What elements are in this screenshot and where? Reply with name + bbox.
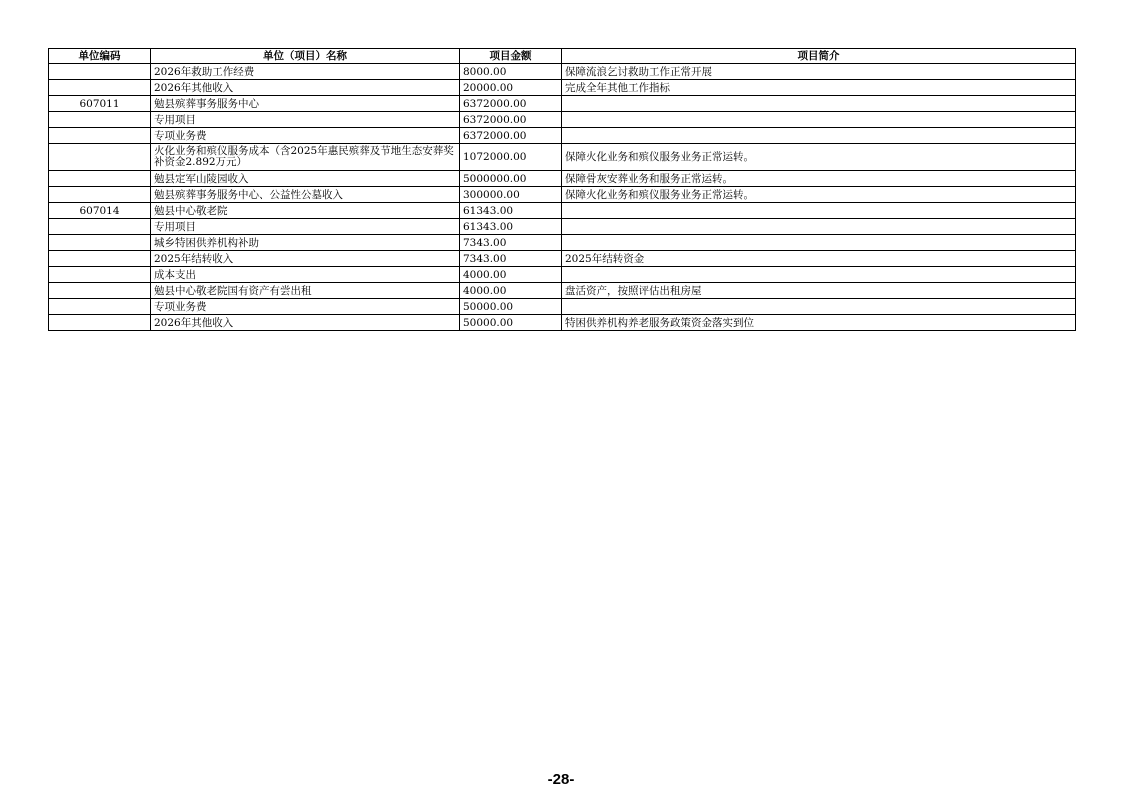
unit-name-cell: 勉县中心敬老院国有资产有尝出租 — [151, 283, 460, 299]
page-number: -28- — [547, 771, 575, 788]
unit-code-cell: 607011 — [49, 96, 151, 112]
amount-cell: 6372000.00 — [460, 96, 562, 112]
amount-cell: 1072000.00 — [460, 144, 562, 171]
amount-cell: 50000.00 — [460, 299, 562, 315]
description-cell: 保障火化业务和殡仪服务业务正常运转。 — [562, 187, 1076, 203]
unit-code-cell: 607014 — [49, 203, 151, 219]
amount-cell: 7343.00 — [460, 251, 562, 267]
unit-code-cell — [49, 80, 151, 96]
unit-code-cell — [49, 171, 151, 187]
unit-name-cell: 勉县中心敬老院 — [151, 203, 460, 219]
description-cell — [562, 235, 1076, 251]
amount-cell: 4000.00 — [460, 283, 562, 299]
unit-name-cell: 专用项目 — [151, 219, 460, 235]
table-header-row — [49, 49, 1076, 64]
header-description: 项目简介 — [562, 49, 1076, 64]
unit-name-cell: 勉县殡葬事务服务中心 — [151, 96, 460, 112]
unit-code-cell — [49, 219, 151, 235]
description-cell: 保障火化业务和殡仪服务业务正常运转。 — [562, 144, 1076, 171]
table-row — [49, 96, 1076, 112]
unit-code-cell — [49, 128, 151, 144]
amount-cell: 4000.00 — [460, 267, 562, 283]
description-cell — [562, 96, 1076, 112]
table-row — [49, 187, 1076, 203]
amount-cell: 61343.00 — [460, 219, 562, 235]
description-cell — [562, 219, 1076, 235]
table-row — [49, 203, 1076, 219]
amount-cell: 5000000.00 — [460, 171, 562, 187]
description-cell: 保障流浪乞讨救助工作正常开展 — [562, 64, 1076, 80]
description-cell — [562, 299, 1076, 315]
amount-cell: 20000.00 — [460, 80, 562, 96]
table-row — [49, 64, 1076, 80]
unit-name-cell: 勉县殡葬事务服务中心、公益性公墓收入 — [151, 187, 460, 203]
amount-cell: 8000.00 — [460, 64, 562, 80]
description-cell: 特困供养机构养老服务政策资金落实到位 — [562, 315, 1076, 331]
table-body — [49, 64, 1076, 331]
unit-name-cell: 勉县定军山陵园收入 — [151, 171, 460, 187]
header-unit-name: 单位（项目）名称 — [151, 49, 460, 64]
unit-code-cell — [49, 187, 151, 203]
description-cell: 2025年结转资金 — [562, 251, 1076, 267]
table-row — [49, 80, 1076, 96]
unit-code-cell — [49, 235, 151, 251]
amount-cell: 50000.00 — [460, 315, 562, 331]
table-row — [49, 144, 1076, 171]
unit-code-cell — [49, 144, 151, 171]
table-row — [49, 171, 1076, 187]
table-row — [49, 267, 1076, 283]
table-row — [49, 112, 1076, 128]
amount-cell: 7343.00 — [460, 235, 562, 251]
amount-cell: 6372000.00 — [460, 128, 562, 144]
amount-cell: 6372000.00 — [460, 112, 562, 128]
description-cell: 盘活资产，按照评估出租房屋 — [562, 283, 1076, 299]
unit-name-cell: 成本支出 — [151, 267, 460, 283]
unit-name-cell: 2026年其他收入 — [151, 315, 460, 331]
unit-code-cell — [49, 112, 151, 128]
table-row — [49, 128, 1076, 144]
description-cell: 完成全年其他工作指标 — [562, 80, 1076, 96]
unit-code-cell — [49, 283, 151, 299]
unit-name-cell: 2026年救助工作经费 — [151, 64, 460, 80]
header-unit-code: 单位编码 — [49, 49, 151, 64]
amount-cell: 61343.00 — [460, 203, 562, 219]
unit-name-cell: 城乡特困供养机构补助 — [151, 235, 460, 251]
unit-code-cell — [49, 315, 151, 331]
header-amount: 项目金额 — [460, 49, 562, 64]
table-row — [49, 283, 1076, 299]
unit-name-cell: 专项业务费 — [151, 128, 460, 144]
description-cell — [562, 112, 1076, 128]
project-budget-table — [48, 48, 1076, 331]
table-row — [49, 299, 1076, 315]
unit-name-cell: 专用项目 — [151, 112, 460, 128]
unit-code-cell — [49, 64, 151, 80]
unit-code-cell — [49, 267, 151, 283]
description-cell — [562, 203, 1076, 219]
unit-code-cell — [49, 299, 151, 315]
description-cell — [562, 128, 1076, 144]
amount-cell: 300000.00 — [460, 187, 562, 203]
description-cell: 保障骨灰安葬业务和服务正常运转。 — [562, 171, 1076, 187]
unit-code-cell — [49, 251, 151, 267]
unit-name-cell: 专项业务费 — [151, 299, 460, 315]
description-cell — [562, 267, 1076, 283]
unit-name-cell: 2025年结转收入 — [151, 251, 460, 267]
table-row — [49, 315, 1076, 331]
table-row — [49, 235, 1076, 251]
table-row — [49, 251, 1076, 267]
unit-name-cell: 火化业务和殡仪服务成本（含2025年惠民殡葬及节地生态安葬奖补资金2.892万元） — [151, 144, 460, 171]
unit-name-cell: 2026年其他收入 — [151, 80, 460, 96]
table-row — [49, 219, 1076, 235]
